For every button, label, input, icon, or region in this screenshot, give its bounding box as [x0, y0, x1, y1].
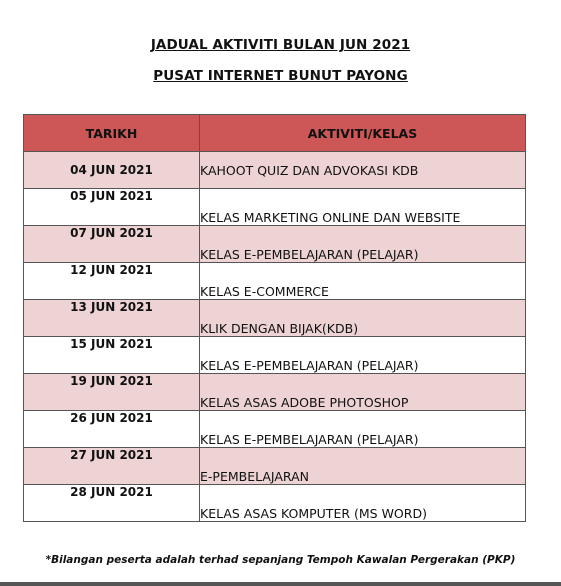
row-date: 12 JUN 2021: [24, 263, 200, 300]
table-row: [24, 485, 526, 522]
row-activity: KAHOOT QUIZ DAN ADVOKASI KDB: [200, 152, 526, 189]
table-row: [24, 374, 526, 411]
row-date: 28 JUN 2021: [24, 485, 200, 522]
row-activity: KELAS E-PEMBELAJARAN (PELAJAR): [200, 226, 526, 263]
table-row: [24, 448, 526, 485]
schedule-table: [23, 114, 526, 522]
row-activity: KELAS MARKETING ONLINE DAN WEBSITE: [200, 189, 526, 226]
row-activity: KELAS E-PEMBELAJARAN (PELAJAR): [200, 337, 526, 374]
table-header-row: [24, 115, 526, 152]
row-date: 19 JUN 2021: [24, 374, 200, 411]
row-date: 27 JUN 2021: [24, 448, 200, 485]
table-row: [24, 337, 526, 374]
table-row: [24, 300, 526, 337]
table-row: [24, 152, 526, 189]
document-subtitle: PUSAT INTERNET BUNUT PAYONG: [153, 68, 408, 84]
row-date: 05 JUN 2021: [24, 189, 200, 226]
row-activity: KELAS E-COMMERCE: [200, 263, 526, 300]
row-date: 15 JUN 2021: [24, 337, 200, 374]
column-header-date: TARIKH: [24, 115, 200, 152]
row-activity: E-PEMBELAJARAN: [200, 448, 526, 485]
footnote: *Bilangan peserta adalah terhad sepanjang Tempoh Kawalan Pergerakan (PKP): [45, 554, 516, 566]
row-date: 26 JUN 2021: [24, 411, 200, 448]
document-title: JADUAL AKTIVITI BULAN JUN 2021: [150, 37, 411, 53]
column-header-activity: AKTIVITI/KELAS: [200, 115, 526, 152]
row-date: 13 JUN 2021: [24, 300, 200, 337]
row-activity: KELAS E-PEMBELAJARAN (PELAJAR): [200, 411, 526, 448]
row-date: 07 JUN 2021: [24, 226, 200, 263]
table-row: [24, 263, 526, 300]
bottom-divider: [0, 582, 561, 586]
table-row: [24, 189, 526, 226]
row-activity: KELAS ASAS KOMPUTER (MS WORD): [200, 485, 526, 522]
table-row: [24, 226, 526, 263]
table-row: [24, 411, 526, 448]
row-date: 04 JUN 2021: [24, 152, 200, 189]
row-activity: KELAS ASAS ADOBE PHOTOSHOP: [200, 374, 526, 411]
row-activity: KLIK DENGAN BIJAK(KDB): [200, 300, 526, 337]
